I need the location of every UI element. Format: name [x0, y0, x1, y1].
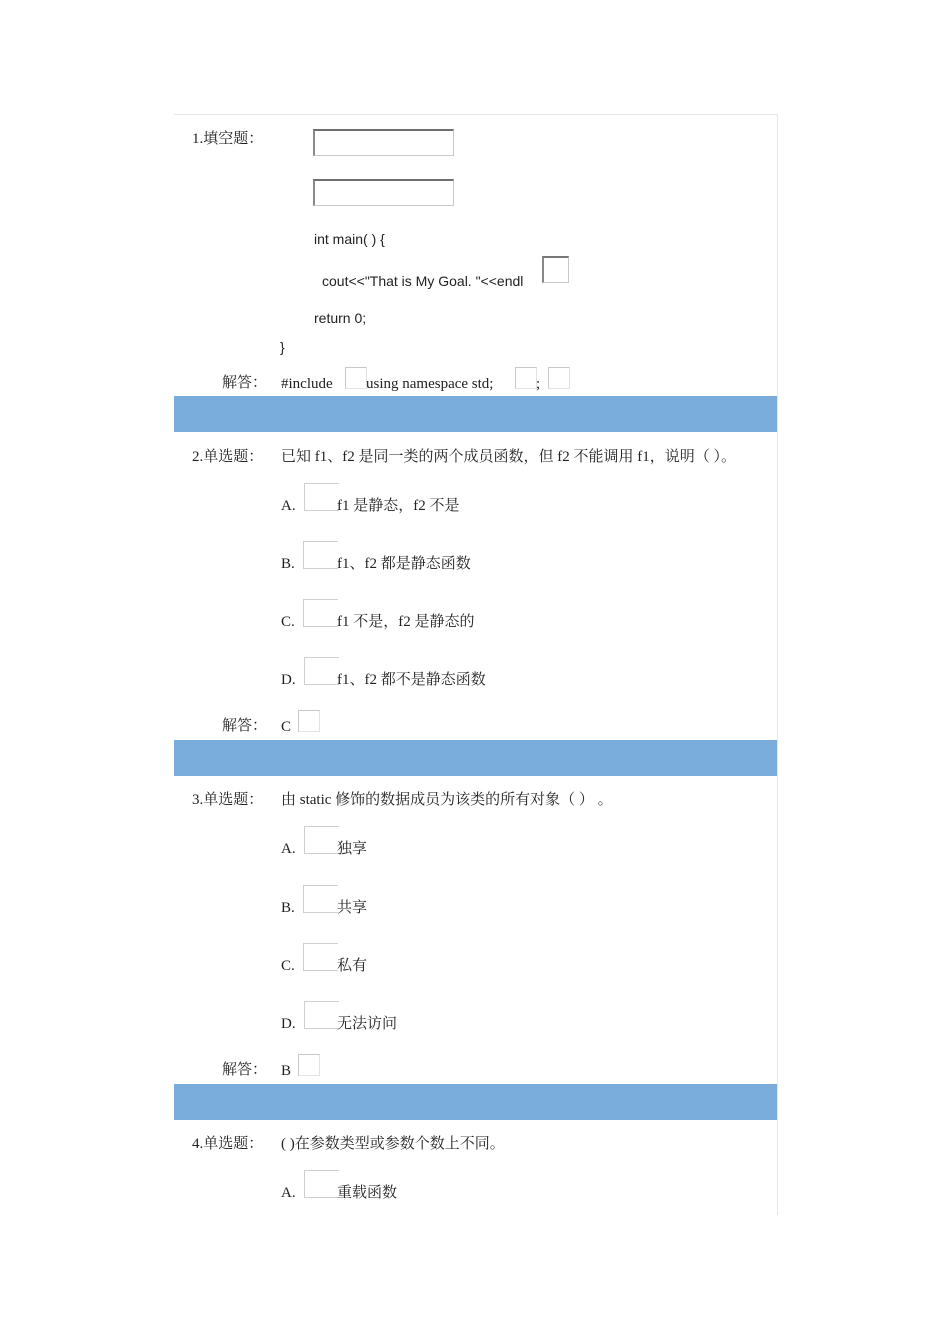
- q2-answer-label: 解答：: [222, 718, 268, 734]
- q4-option-a-letter: A.: [281, 1185, 296, 1201]
- question-4-label: 4.单选题：: [192, 1136, 264, 1152]
- q2-option-d-text: f1、f2 都不是静态函数: [337, 672, 486, 688]
- question-2-stem: 已知 f1、f2 是同一类的两个成员函数，但 f2 不能调用 f1，说明（ ）。: [281, 449, 736, 465]
- question-1-label: 1.填空题：: [192, 131, 264, 147]
- q2-option-c-radio[interactable]: [303, 599, 338, 627]
- q3-option-c-letter: C.: [281, 958, 295, 974]
- q1-answer-part-2: using namespace std;: [366, 376, 494, 392]
- q4-option-a-text: 重载函数: [337, 1185, 398, 1201]
- q2-answer-value: C: [281, 719, 292, 735]
- q1-answer-box-2: [515, 367, 537, 389]
- q1-answer-label: 解答：: [222, 375, 268, 391]
- q1-answer-part-3: ;: [536, 376, 541, 392]
- q1-answer-box-1: [345, 367, 367, 389]
- q2-option-b-radio[interactable]: [303, 541, 338, 569]
- q1-blank-1[interactable]: [313, 129, 454, 156]
- q1-answer-box-3: [548, 367, 570, 389]
- q3-option-d-letter: D.: [281, 1016, 296, 1032]
- q3-option-c-radio[interactable]: [303, 943, 338, 971]
- q2-option-c-letter: C.: [281, 614, 295, 630]
- question-3-label: 3.单选题：: [192, 792, 264, 808]
- q3-answer-value: B: [281, 1063, 292, 1079]
- q2-answer-box: [298, 710, 320, 732]
- q3-answer-label: 解答：: [222, 1062, 268, 1078]
- q2-option-c-text: f1 不是，f2 是静态的: [337, 614, 475, 630]
- question-3-stem: 由 static 修饰的数据成员为该类的所有对象（ ） 。: [281, 792, 613, 808]
- separator-band: [174, 396, 777, 432]
- q1-code-line-4: }: [280, 339, 285, 355]
- q3-option-b-radio[interactable]: [303, 885, 338, 913]
- q1-answer-part-1: #include: [281, 376, 333, 392]
- separator-band: [174, 1084, 777, 1120]
- q3-option-c-text: 私有: [337, 958, 368, 974]
- q2-option-a-text: f1 是静态，f2 不是: [337, 498, 460, 514]
- q1-code-line-3: return 0;: [314, 310, 367, 326]
- q3-option-a-letter: A.: [281, 841, 296, 857]
- q3-option-b-text: 共享: [337, 900, 368, 916]
- q2-option-a-radio[interactable]: [304, 483, 339, 511]
- question-2-label: 2.单选题：: [192, 449, 264, 465]
- q1-blank-2[interactable]: [313, 179, 454, 206]
- question-4-stem: ( )在参数类型或参数个数上不同。: [281, 1136, 505, 1152]
- q3-option-d-text: 无法访问: [337, 1016, 398, 1032]
- q2-option-d-letter: D.: [281, 672, 296, 688]
- q3-option-a-radio[interactable]: [304, 826, 339, 854]
- q1-code-line-1: int main( ) {: [314, 231, 385, 247]
- q3-answer-box: [298, 1054, 320, 1076]
- q3-option-d-radio[interactable]: [304, 1001, 339, 1029]
- q4-option-a-radio[interactable]: [304, 1170, 339, 1198]
- q2-option-b-text: f1、f2 都是静态函数: [337, 556, 471, 572]
- q1-blank-3[interactable]: [542, 256, 569, 283]
- q3-option-a-text: 独享: [337, 841, 368, 857]
- separator-band: [174, 740, 777, 776]
- q1-code-line-2: cout<<"That is My Goal. "<<endl: [322, 273, 524, 289]
- q2-option-b-letter: B.: [281, 556, 295, 572]
- q2-option-a-letter: A.: [281, 498, 296, 514]
- q2-option-d-radio[interactable]: [304, 657, 339, 685]
- q3-option-b-letter: B.: [281, 900, 295, 916]
